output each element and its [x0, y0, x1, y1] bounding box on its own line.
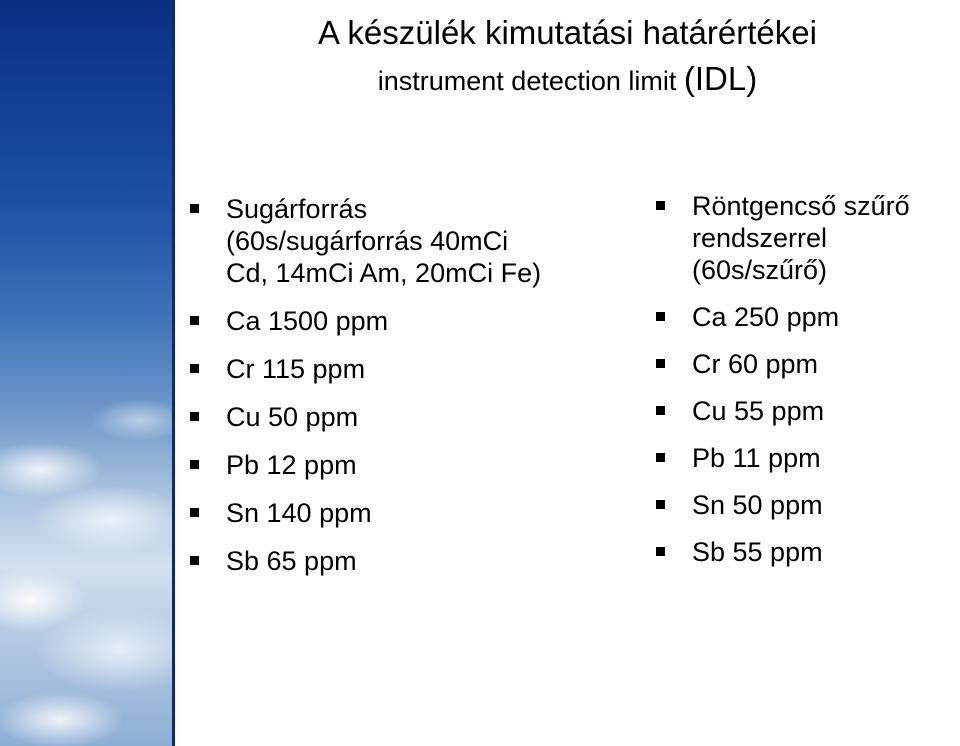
square-bullet-icon: [656, 453, 665, 462]
square-bullet-icon: [656, 406, 665, 415]
list-item-text: Cu 50 ppm: [226, 402, 359, 432]
list-item: [652, 348, 957, 380]
list-item-text: Pb 12 ppm: [226, 450, 357, 480]
square-bullet-icon: [190, 412, 199, 421]
list-item: [652, 395, 957, 427]
square-bullet-icon: [656, 500, 665, 509]
heading-line: Röntgencső szűrő: [692, 191, 910, 221]
heading-line: Sugárforrás: [226, 194, 368, 224]
list-item-text: Ca 250 ppm: [692, 302, 840, 332]
list-heading: [186, 193, 626, 289]
sky-clouds-image: [0, 0, 172, 746]
heading-line: Cd, 14mCi Am, 20mCi Fe): [226, 258, 542, 288]
square-bullet-icon: [190, 508, 199, 517]
list-item-text: Sb 65 ppm: [226, 546, 357, 576]
list-item: [186, 497, 626, 529]
x-ray-tube-filter-list: [652, 190, 957, 568]
list-item: [186, 449, 626, 481]
list-item-text: Ca 1500 ppm: [226, 306, 389, 336]
heading-line: rendszerrel: [692, 223, 828, 253]
slide-subtitle: [175, 60, 960, 98]
list-item-text: Sn 50 ppm: [692, 490, 823, 520]
list-item: [186, 305, 626, 337]
square-bullet-icon: [190, 316, 199, 325]
heading-line: (60s/sugárforrás 40mCi: [226, 226, 509, 256]
square-bullet-icon: [190, 204, 199, 213]
list-item: [652, 489, 957, 521]
list-item: [186, 545, 626, 577]
square-bullet-icon: [656, 359, 665, 368]
list-item: [186, 353, 626, 385]
subtitle-abbreviation: (IDL): [683, 60, 758, 97]
list-item-text: Sb 55 ppm: [692, 537, 823, 567]
list-item: [652, 536, 957, 568]
list-item-text: Cr 60 ppm: [692, 349, 819, 379]
square-bullet-icon: [656, 312, 665, 321]
list-item-text: Cr 115 ppm: [226, 354, 366, 384]
square-bullet-icon: [190, 556, 199, 565]
side-divider: [172, 0, 175, 746]
list-item: [652, 442, 957, 474]
list-item: [652, 301, 957, 333]
list-heading: [652, 190, 957, 286]
square-bullet-icon: [190, 460, 199, 469]
subtitle-text: instrument detection limit: [377, 66, 677, 96]
list-item-text: Cu 55 ppm: [692, 396, 825, 426]
heading-line: (60s/szűrő): [692, 255, 828, 285]
list-item: [186, 401, 626, 433]
square-bullet-icon: [656, 201, 665, 210]
square-bullet-icon: [190, 364, 199, 373]
radioisotope-source-list: [186, 193, 626, 577]
list-item-text: Pb 11 ppm: [692, 443, 821, 473]
square-bullet-icon: [656, 547, 665, 556]
list-item-text: Sn 140 ppm: [226, 498, 372, 528]
slide-title: A készülék kimutatási határértékei: [318, 14, 817, 51]
